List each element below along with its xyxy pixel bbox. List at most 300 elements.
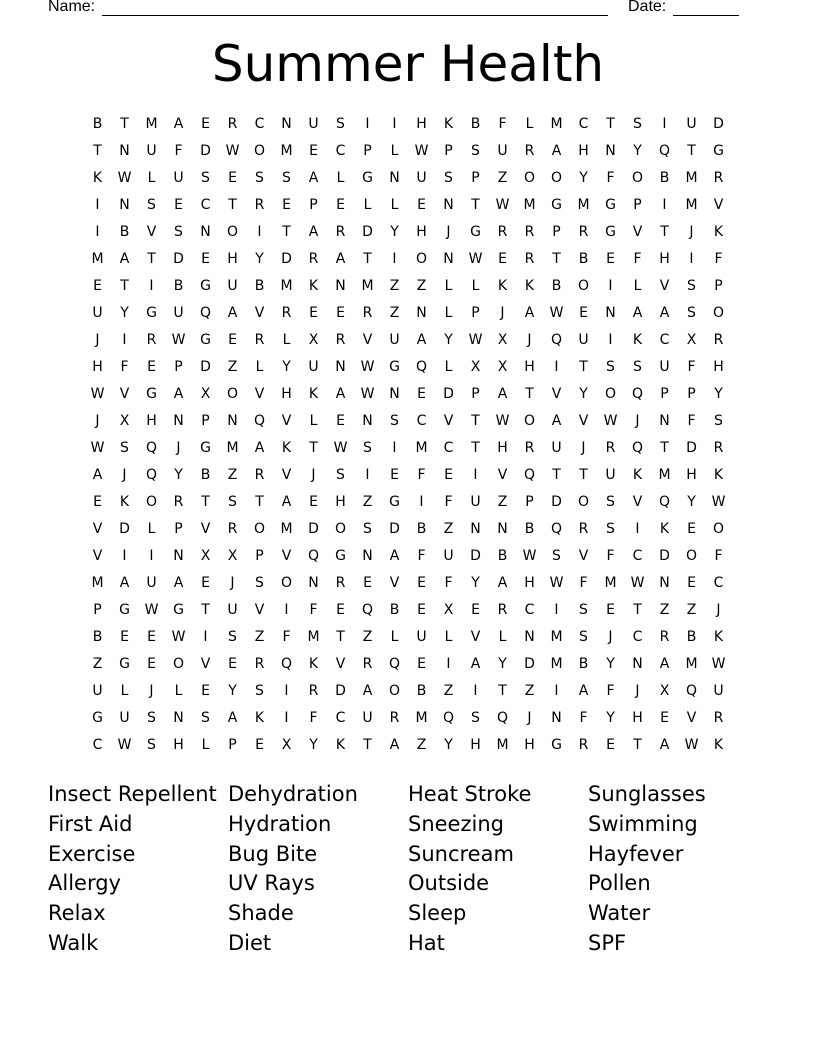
grid-letter: K <box>632 332 643 348</box>
grid-letter: Z <box>497 494 508 510</box>
grid-letter: S <box>255 683 264 699</box>
grid-letter: A <box>281 494 292 510</box>
grid-letter: X <box>227 548 238 564</box>
grid-letter: B <box>659 170 670 186</box>
grid-letter: A <box>254 440 265 456</box>
grid-letter: T <box>552 251 561 267</box>
grid-letter: Q <box>685 683 698 699</box>
grid-letter: Z <box>92 656 103 672</box>
grid-letter: V <box>281 467 292 483</box>
grid-letter: T <box>579 359 588 375</box>
word-list-item: Pollen <box>588 871 651 896</box>
grid-letter: V <box>389 575 400 591</box>
grid-letter: J <box>581 440 586 456</box>
grid-letter: B <box>119 224 130 240</box>
word-list-item: Water <box>588 901 651 926</box>
grid-letter: T <box>120 116 129 132</box>
grid-letter: I <box>95 224 100 240</box>
grid-letter: B <box>389 602 400 618</box>
grid-letter: R <box>254 467 265 483</box>
grid-letter: Q <box>523 467 536 483</box>
grid-letter: N <box>470 521 481 537</box>
grid-letter: I <box>122 332 127 348</box>
grid-letter: L <box>255 359 264 375</box>
grid-letter: L <box>282 332 291 348</box>
grid-letter: B <box>524 521 535 537</box>
grid-letter: T <box>498 683 507 699</box>
grid-letter: J <box>176 440 181 456</box>
grid-letter: D <box>686 440 697 456</box>
grid-letter: S <box>552 548 561 564</box>
grid-letter: O <box>523 170 536 186</box>
grid-letter: T <box>525 386 534 402</box>
grid-letter: B <box>578 251 589 267</box>
grid-letter: S <box>633 116 642 132</box>
grid-letter: E <box>309 305 318 321</box>
grid-letter: Y <box>174 467 183 483</box>
grid-letter: X <box>470 359 481 375</box>
grid-letter: J <box>527 332 532 348</box>
grid-letter: E <box>120 629 129 645</box>
grid-letter: K <box>713 629 724 645</box>
name-field[interactable] <box>102 15 608 16</box>
grid-letter: I <box>608 332 613 348</box>
grid-letter: G <box>605 224 616 240</box>
word-list-item: Hat <box>408 930 445 955</box>
grid-letter: I <box>554 683 559 699</box>
grid-letter: R <box>254 332 265 348</box>
grid-letter: Z <box>227 359 238 375</box>
grid-letter: W <box>360 386 375 402</box>
grid-letter: Y <box>228 683 237 699</box>
grid-letter: I <box>284 602 289 618</box>
grid-letter: E <box>309 494 318 510</box>
grid-letter: R <box>578 737 589 753</box>
word-list-item: Walk <box>48 930 99 955</box>
grid-letter: K <box>713 467 724 483</box>
grid-letter: I <box>284 710 289 726</box>
grid-letter: I <box>392 251 397 267</box>
grid-letter: H <box>92 359 103 375</box>
grid-letter: T <box>471 197 480 213</box>
grid-letter: L <box>120 683 129 699</box>
grid-letter: P <box>471 305 480 321</box>
grid-letter: Y <box>309 737 318 753</box>
grid-letter: J <box>95 332 100 348</box>
grid-letter: P <box>174 359 183 375</box>
grid-letter: X <box>119 413 130 429</box>
word-list-item: Bug Bite <box>228 841 318 866</box>
grid-letter: R <box>605 440 616 456</box>
grid-letter: H <box>335 494 346 510</box>
grid-letter: C <box>92 737 103 753</box>
grid-letter: F <box>309 710 318 726</box>
grid-letter: Y <box>471 575 480 591</box>
grid-letter: M <box>145 116 158 132</box>
grid-letter: N <box>281 116 292 132</box>
grid-letter: G <box>92 710 103 726</box>
grid-letter: F <box>444 494 453 510</box>
grid-letter: G <box>173 602 184 618</box>
grid-letter: Y <box>606 710 615 726</box>
grid-letter: M <box>685 170 698 186</box>
grid-letter: W <box>360 359 375 375</box>
grid-letter: O <box>388 683 401 699</box>
grid-letter: N <box>200 224 211 240</box>
grid-letter: E <box>255 737 264 753</box>
grid-letter: G <box>119 656 130 672</box>
grid-letter: W <box>711 494 726 510</box>
grid-letter: S <box>147 197 156 213</box>
grid-letter: L <box>201 737 210 753</box>
grid-letter: R <box>524 440 535 456</box>
grid-letter: W <box>522 548 537 564</box>
word-list-item: Dehydration <box>228 782 358 806</box>
grid-letter: L <box>336 170 345 186</box>
grid-letter: I <box>473 683 478 699</box>
grid-letter: L <box>174 683 183 699</box>
grid-letter: L <box>444 305 453 321</box>
grid-letter: I <box>122 548 127 564</box>
grid-letter: O <box>685 548 698 564</box>
grid-letter: I <box>419 494 424 510</box>
grid-letter: R <box>362 656 373 672</box>
grid-letter: A <box>551 143 562 159</box>
grid-letter: E <box>606 602 615 618</box>
grid-letter: G <box>551 197 562 213</box>
grid-letter: R <box>659 629 670 645</box>
grid-letter: N <box>389 386 400 402</box>
grid-letter: A <box>308 224 319 240</box>
grid-letter: H <box>659 251 670 267</box>
grid-letter: V <box>200 656 211 672</box>
grid-letter: J <box>446 224 451 240</box>
grid-letter: G <box>119 602 130 618</box>
grid-letter: J <box>500 305 505 321</box>
grid-letter: Y <box>390 224 399 240</box>
grid-letter: B <box>578 656 589 672</box>
grid-letter: W <box>549 305 564 321</box>
grid-letter: U <box>227 278 238 294</box>
grid-letter: H <box>146 413 157 429</box>
grid-letter: K <box>443 116 454 132</box>
grid-letter: W <box>90 440 105 456</box>
grid-letter: M <box>280 143 293 159</box>
grid-letter: E <box>147 359 156 375</box>
grid-letter: P <box>714 278 723 294</box>
grid-letter: Q <box>496 710 509 726</box>
grid-letter: H <box>524 575 535 591</box>
grid-letter: H <box>524 737 535 753</box>
grid-letter: O <box>712 305 725 321</box>
grid-letter: T <box>363 737 372 753</box>
grid-letter: I <box>446 656 451 672</box>
grid-letter: W <box>549 575 564 591</box>
grid-letter: G <box>389 494 400 510</box>
grid-letter: B <box>173 278 184 294</box>
grid-letter: T <box>93 143 102 159</box>
grid-letter: W <box>468 251 483 267</box>
grid-letter: B <box>92 116 103 132</box>
grid-letter: J <box>230 575 235 591</box>
grid-letter: S <box>282 170 291 186</box>
grid-letter: U <box>713 683 724 699</box>
grid-letter: S <box>228 629 237 645</box>
grid-letter: E <box>147 629 156 645</box>
grid-letter: T <box>660 224 669 240</box>
grid-letter: L <box>390 629 399 645</box>
grid-letter: T <box>282 224 291 240</box>
grid-letter: N <box>173 413 184 429</box>
grid-letter: R <box>713 170 724 186</box>
grid-letter: E <box>201 116 210 132</box>
grid-letter: V <box>659 278 670 294</box>
grid-letter: F <box>714 548 723 564</box>
grid-letter: A <box>524 305 535 321</box>
grid-letter: N <box>173 710 184 726</box>
grid-letter: B <box>497 548 508 564</box>
grid-letter: A <box>632 305 643 321</box>
grid-letter: X <box>497 359 508 375</box>
grid-letter: U <box>173 170 184 186</box>
grid-letter: G <box>146 386 157 402</box>
grid-letter: A <box>335 251 346 267</box>
grid-letter: W <box>333 440 348 456</box>
grid-letter: U <box>119 710 130 726</box>
grid-letter: V <box>713 197 724 213</box>
grid-letter: P <box>525 494 534 510</box>
grid-letter: L <box>390 197 399 213</box>
grid-letter: U <box>146 575 157 591</box>
grid-letter: K <box>335 737 346 753</box>
grid-letter: O <box>604 386 617 402</box>
grid-letter: M <box>415 440 428 456</box>
grid-letter: H <box>713 359 724 375</box>
grid-letter: U <box>362 710 373 726</box>
grid-letter: V <box>92 548 103 564</box>
grid-letter: Q <box>253 413 266 429</box>
grid-letter: N <box>389 170 400 186</box>
grid-letter: Q <box>307 548 320 564</box>
grid-letter: V <box>578 548 589 564</box>
grid-letter: K <box>659 521 670 537</box>
grid-letter: I <box>662 116 667 132</box>
grid-letter: Z <box>362 629 373 645</box>
grid-letter: O <box>415 251 428 267</box>
grid-letter: W <box>171 332 186 348</box>
grid-letter: I <box>203 629 208 645</box>
grid-letter: R <box>578 521 589 537</box>
grid-letter: O <box>172 656 185 672</box>
grid-letter: R <box>362 305 373 321</box>
word-list-item: Hayfever <box>588 841 684 866</box>
word-list-item: Outside <box>408 871 490 896</box>
grid-letter: M <box>361 278 374 294</box>
grid-letter: P <box>552 224 561 240</box>
grid-letter: X <box>281 737 292 753</box>
grid-letter: W <box>90 386 105 402</box>
grid-letter: F <box>120 359 129 375</box>
grid-letter: V <box>200 521 211 537</box>
grid-letter: N <box>524 629 535 645</box>
grid-letter: U <box>173 305 184 321</box>
grid-letter: Y <box>606 656 615 672</box>
grid-letter: Y <box>579 170 588 186</box>
grid-letter: A <box>173 386 184 402</box>
grid-letter: U <box>92 683 103 699</box>
grid-letter: E <box>417 575 426 591</box>
date-field[interactable] <box>673 15 739 16</box>
grid-letter: I <box>365 467 370 483</box>
grid-letter: B <box>686 629 697 645</box>
grid-letter: K <box>632 467 643 483</box>
grid-letter: Y <box>579 386 588 402</box>
grid-letter: H <box>416 224 427 240</box>
grid-letter: I <box>392 116 397 132</box>
grid-letter: C <box>632 629 643 645</box>
grid-letter: Q <box>658 143 671 159</box>
grid-letter: I <box>95 197 100 213</box>
grid-letter: U <box>92 305 103 321</box>
grid-letter: L <box>444 278 453 294</box>
grid-letter: J <box>635 683 640 699</box>
grid-letter: D <box>659 548 670 564</box>
grid-letter: K <box>308 278 319 294</box>
word-list-item: Swimming <box>588 811 698 836</box>
page-title: Summer Health <box>211 35 605 93</box>
grid-letter: U <box>443 548 454 564</box>
grid-letter: S <box>606 494 615 510</box>
grid-letter: K <box>254 710 265 726</box>
grid-letter: O <box>631 170 644 186</box>
grid-letter: Z <box>659 602 670 618</box>
grid-letter: L <box>444 629 453 645</box>
grid-letter: I <box>392 440 397 456</box>
grid-letter: F <box>606 683 615 699</box>
grid-letter: G <box>362 170 373 186</box>
grid-letter: U <box>605 467 616 483</box>
grid-letter: Q <box>658 494 671 510</box>
grid-letter: I <box>662 197 667 213</box>
grid-letter: Z <box>389 305 400 321</box>
grid-letter: T <box>309 440 318 456</box>
grid-letter: M <box>550 656 563 672</box>
grid-letter: E <box>687 521 696 537</box>
grid-letter: I <box>554 602 559 618</box>
grid-letter: S <box>147 710 156 726</box>
word-list-item: Suncream <box>408 841 514 866</box>
grid-letter: U <box>389 332 400 348</box>
grid-letter: R <box>713 332 724 348</box>
grid-letter: Q <box>415 359 428 375</box>
grid-letter: P <box>228 737 237 753</box>
word-list-item: Relax <box>48 901 106 926</box>
grid-letter: A <box>659 656 670 672</box>
grid-letter: T <box>552 467 561 483</box>
grid-letter: A <box>497 386 508 402</box>
grid-letter: T <box>579 467 588 483</box>
grid-letter: U <box>227 602 238 618</box>
grid-letter: A <box>416 332 427 348</box>
grid-letter: E <box>336 197 345 213</box>
grid-letter: C <box>713 575 724 591</box>
grid-letter: O <box>577 278 590 294</box>
grid-letter: D <box>335 683 346 699</box>
grid-letter: P <box>471 170 480 186</box>
grid-letter: T <box>201 494 210 510</box>
grid-letter: H <box>686 467 697 483</box>
grid-letter: U <box>686 116 697 132</box>
grid-letter: K <box>119 494 130 510</box>
grid-letter: J <box>95 413 100 429</box>
grid-letter: I <box>689 251 694 267</box>
grid-letter: I <box>473 467 478 483</box>
grid-letter: L <box>147 521 156 537</box>
grid-letter: R <box>308 683 319 699</box>
grid-letter: K <box>281 440 292 456</box>
grid-letter: W <box>468 332 483 348</box>
grid-letter: N <box>659 575 670 591</box>
grid-letter: E <box>417 197 426 213</box>
grid-letter: E <box>228 170 237 186</box>
grid-letter: F <box>687 413 696 429</box>
grid-letter: I <box>284 683 289 699</box>
grid-letter: T <box>471 413 480 429</box>
grid-letter: L <box>633 278 642 294</box>
grid-letter: M <box>685 656 698 672</box>
grid-letter: S <box>579 629 588 645</box>
grid-letter: T <box>633 737 642 753</box>
grid-letter: M <box>415 710 428 726</box>
grid-letter: V <box>470 629 481 645</box>
grid-letter: X <box>659 683 670 699</box>
grid-letter: E <box>336 602 345 618</box>
grid-letter: B <box>470 116 481 132</box>
grid-letter: P <box>471 386 480 402</box>
grid-letter: F <box>174 143 183 159</box>
grid-letter: L <box>444 359 453 375</box>
word-list-item: Shade <box>228 901 294 926</box>
grid-letter: C <box>524 602 535 618</box>
grid-letter: M <box>91 575 104 591</box>
grid-letter: J <box>635 413 640 429</box>
grid-letter: Z <box>416 737 427 753</box>
grid-letter: E <box>687 575 696 591</box>
grid-letter: X <box>200 386 211 402</box>
grid-letter: S <box>579 602 588 618</box>
grid-letter: F <box>282 629 291 645</box>
grid-letter: I <box>608 278 613 294</box>
grid-letter: F <box>498 116 507 132</box>
grid-letter: Z <box>254 629 265 645</box>
word-list-item: First Aid <box>48 811 133 836</box>
grid-letter: V <box>254 386 265 402</box>
grid-letter: J <box>716 602 721 618</box>
grid-letter: N <box>335 278 346 294</box>
grid-letter: S <box>336 116 345 132</box>
grid-letter: H <box>632 710 643 726</box>
grid-letter: S <box>363 440 372 456</box>
grid-letter: I <box>365 116 370 132</box>
grid-letter: Q <box>145 440 158 456</box>
word-list-item: Allergy <box>48 871 121 896</box>
grid-letter: C <box>416 413 427 429</box>
grid-letter: U <box>578 332 589 348</box>
word-search-grid <box>84 114 732 762</box>
grid-letter: D <box>713 116 724 132</box>
grid-letter: E <box>444 467 453 483</box>
grid-letter: S <box>363 521 372 537</box>
